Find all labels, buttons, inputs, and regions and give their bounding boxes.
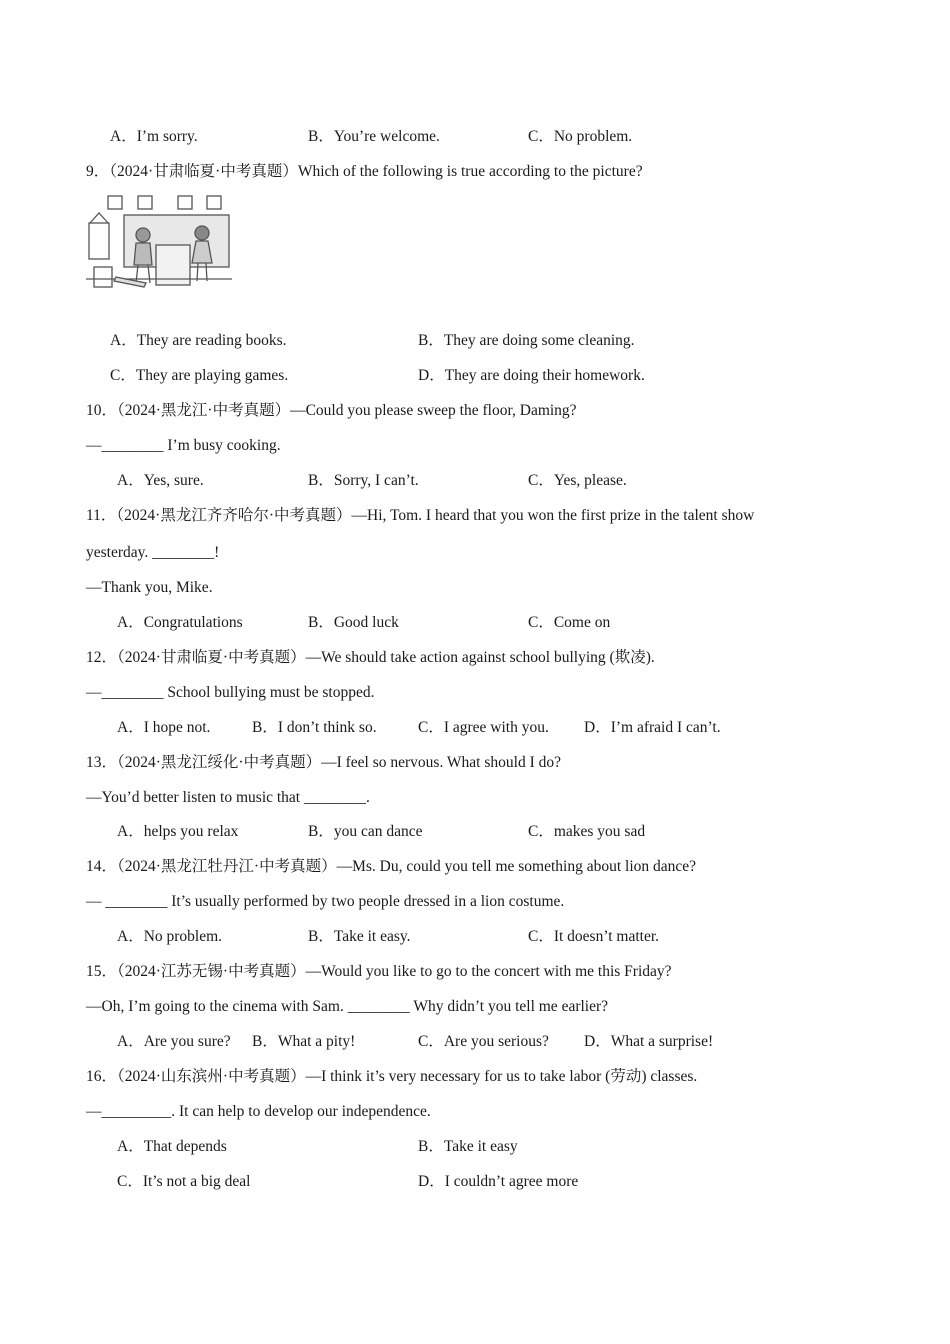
q16-stem: 16．（2024·山东滨州·中考真题）—I think it’s very necessary for us to take labor (劳动) classes. bbox=[86, 1068, 698, 1085]
q10-option-c: C．Yes, please. bbox=[528, 472, 627, 489]
q16-option-d: D．I couldn’t agree more bbox=[418, 1173, 579, 1190]
q11-reply: —Thank you, Mike. bbox=[86, 579, 213, 596]
q10-option-b: B．Sorry, I can’t. bbox=[308, 472, 419, 489]
q16-option-a: A．That depends bbox=[117, 1138, 227, 1155]
q8-option-a: A．I’m sorry. bbox=[110, 128, 198, 145]
q14-option-a: A．No problem. bbox=[117, 928, 223, 945]
q15-option-d: D．What a surprise! bbox=[584, 1033, 714, 1050]
classroom-picture bbox=[86, 193, 232, 293]
q16-option-c: C．It’s not a big deal bbox=[117, 1173, 251, 1190]
q12-option-c: C．I agree with you. bbox=[418, 719, 549, 736]
q11-option-b: B．Good luck bbox=[308, 614, 399, 631]
q16-reply: —_________. It can help to develop our independence. bbox=[86, 1103, 431, 1120]
q8-option-c: C．No problem. bbox=[528, 128, 633, 145]
q14-option-c: C．It doesn’t matter. bbox=[528, 928, 660, 945]
q9-option-b: B．They are doing some cleaning. bbox=[418, 332, 635, 349]
q10-reply: —________ I’m busy cooking. bbox=[86, 437, 281, 454]
q11-stem: 11．（2024·黑龙江齐齐哈尔·中考真题）—Hi, Tom. I heard that you won the first prize in the talent show bbox=[86, 507, 755, 524]
q15-reply: —Oh, I’m going to the cinema with Sam. ________ Why didn’t you tell me earlier? bbox=[86, 998, 609, 1015]
q12-reply: —________ School bullying must be stopped. bbox=[86, 684, 375, 701]
q11-stem-continued: yesterday. ________! bbox=[86, 544, 220, 561]
q9-stem: 9．（2024·甘肃临夏·中考真题）Which of the following is true according to the picture? bbox=[86, 163, 643, 180]
q11-option-c: C．Come on bbox=[528, 614, 611, 631]
q13-option-b: B．you can dance bbox=[308, 823, 423, 840]
q13-option-c: C．makes you sad bbox=[528, 823, 646, 840]
q12-option-d: D．I’m afraid I can’t. bbox=[584, 719, 721, 736]
q14-option-b: B．Take it easy. bbox=[308, 928, 411, 945]
q11-option-a: A．Congratulations bbox=[117, 614, 243, 631]
q10-option-a: A．Yes, sure. bbox=[117, 472, 204, 489]
q13-option-a: A．helps you relax bbox=[117, 823, 239, 840]
q14-reply: — ________ It’s usually performed by two people dressed in a lion costume. bbox=[86, 893, 565, 910]
q12-option-b: B．I don’t think so. bbox=[252, 719, 377, 736]
q15-stem: 15．（2024·江苏无锡·中考真题）—Would you like to go to the concert with me this Friday? bbox=[86, 963, 672, 980]
q12-stem: 12．（2024·甘肃临夏·中考真题）—We should take action against school bullying (欺凌). bbox=[86, 649, 655, 666]
q9-option-c: C．They are playing games. bbox=[110, 367, 289, 384]
q9-option-d: D．They are doing their homework. bbox=[418, 367, 645, 384]
q10-stem: 10．（2024·黑龙江·中考真题）—Could you please sweep the floor, Daming? bbox=[86, 402, 577, 419]
q12-option-a: A．I hope not. bbox=[117, 719, 211, 736]
q15-option-a: A．Are you sure? bbox=[117, 1033, 231, 1050]
q9-option-a: A．They are reading books. bbox=[110, 332, 287, 349]
q8-option-b: B．You’re welcome. bbox=[308, 128, 440, 145]
q13-reply: —You’d better listen to music that ________. bbox=[86, 789, 370, 806]
q14-stem: 14．（2024·黑龙江牡丹江·中考真题）—Ms. Du, could you tell me something about lion dance? bbox=[86, 858, 697, 875]
q15-option-c: C．Are you serious? bbox=[418, 1033, 549, 1050]
q15-option-b: B．What a pity! bbox=[252, 1033, 356, 1050]
q13-stem: 13．（2024·黑龙江绥化·中考真题）—I feel so nervous. What should I do? bbox=[86, 754, 561, 771]
q16-option-b: B．Take it easy bbox=[418, 1138, 518, 1155]
